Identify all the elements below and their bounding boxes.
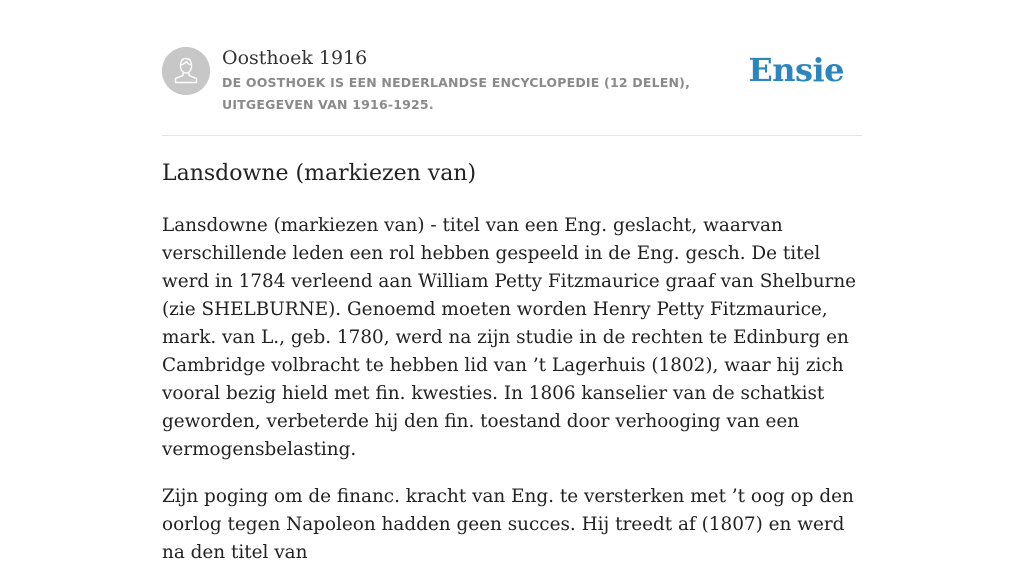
source-description: DE OOSTHOEK IS EEN NEDERLANDSE ENCYCLOPEDIE (12 DELEN), UITGEGEVEN VAN 1916-1925.	[222, 75, 691, 112]
source-avatar[interactable]	[162, 47, 210, 95]
header-divider	[162, 135, 862, 136]
article-body	[162, 212, 868, 586]
ensie-logo[interactable]: Ensie	[748, 51, 844, 89]
user-silhouette-icon	[162, 47, 210, 95]
article-title: Lansdowne (markiezen van)	[162, 161, 477, 186]
article-paragraph: Zijn poging om de financ. kracht van Eng. te versterken met ’t oog op den oorlog tegen Napoleon hadden geen succes. Hij treedt af (1807) en werd na den titel van	[162, 486, 854, 563]
source-title[interactable]: Oosthoek 1916	[222, 47, 368, 69]
source-header	[162, 46, 862, 136]
article-paragraph: Lansdowne (markiezen van) - titel van een Eng. geslacht, waarvan verschillende leden een rol hebben gespeeld in de Eng. gesch. De titel werd in 1784 verleend aan William Petty Fitzmaurice graaf van Shelburne (zie SHELBURNE). Genoemd moeten worden Henry Petty Fitzmaurice, mark. van L., geb. 1780, werd na zijn studie in de rechten te Edinburg en Cambridge volbracht te hebben lid van ’t Lagerhuis (1802), waar hij zich vooral bezig hield met fin. kwesties. In 1806 kanselier van de schatkist geworden, verbeterde hij den fin. toestand door verhooging van een vermogensbelasting.	[162, 215, 857, 460]
